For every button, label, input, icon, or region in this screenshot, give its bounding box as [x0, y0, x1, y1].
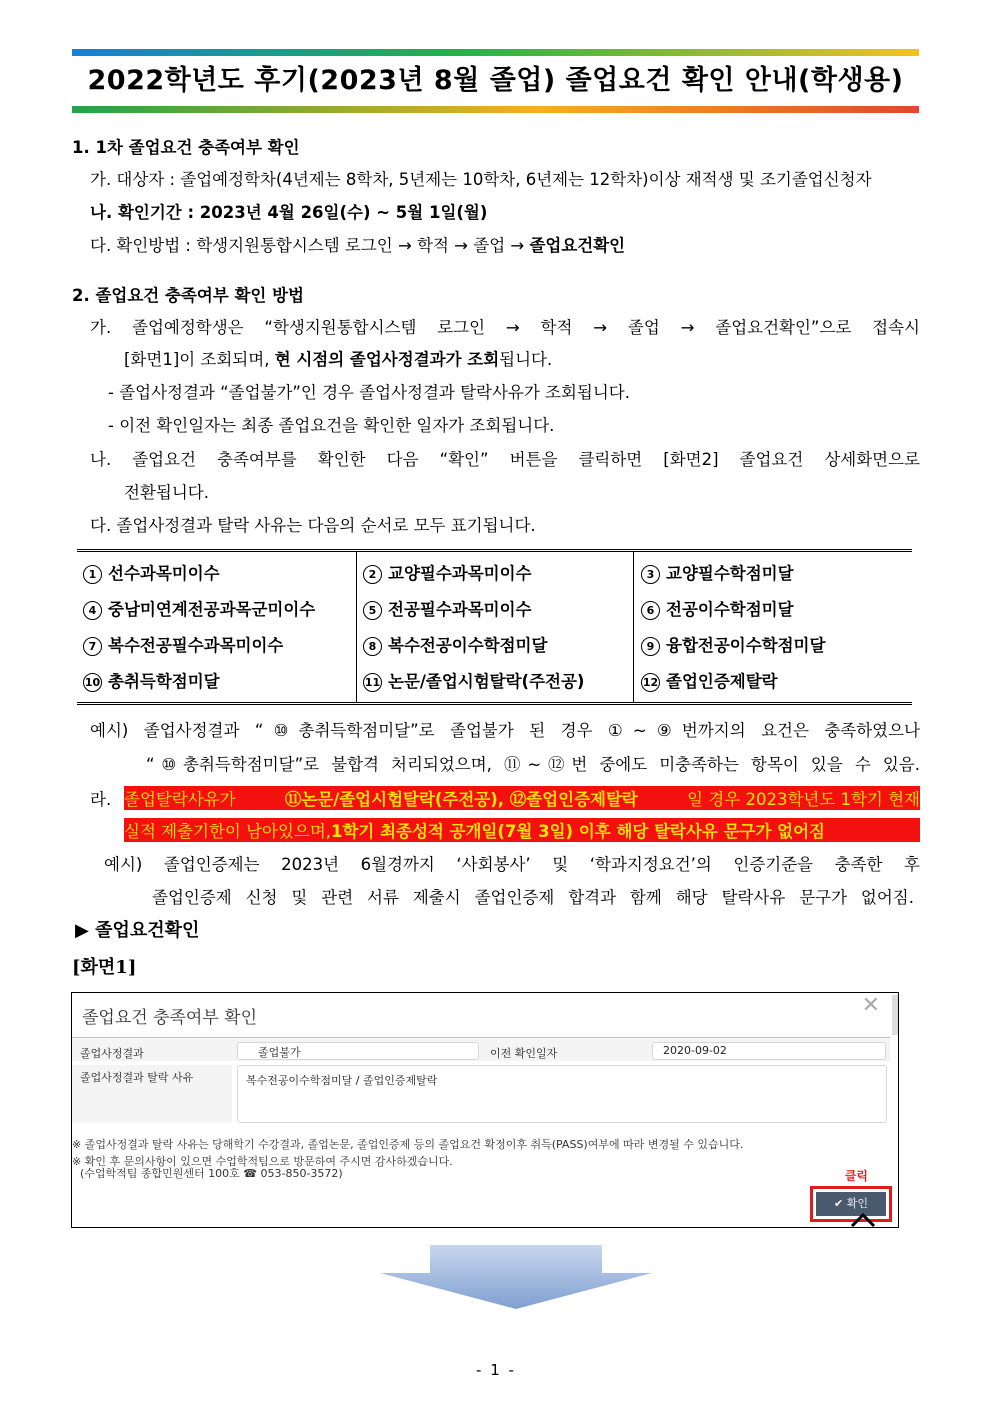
- reason-label: 졸업인증제탈락: [666, 672, 778, 691]
- dialog-note1: ※ 졸업사정결과 탈락 사유는 당해학기 수강결과, 졸업논문, 졸업인증제 등의 졸업요건 확정이후 취득(PASS)여부에 따라 변경될 수 있습니다.: [72, 1138, 744, 1151]
- reasons-table: [77, 549, 912, 705]
- reason-label: 복수전공이수학점미달: [388, 636, 548, 655]
- page-title: 2022학년도 후기(2023년 8월 졸업) 졸업요건 확인 안내(학생용): [87, 65, 904, 96]
- reason-cell: [641, 668, 778, 692]
- section2-ga-line2-text: [화면1]이 조회되며,: [124, 350, 275, 369]
- section1-method: [90, 232, 625, 256]
- example1-line2: “⑩총취득학점미달”로 불합격 처리되었으며, ⑪~⑫번 중에도 미충족하는 항목이 있을 수 있음.: [146, 755, 920, 774]
- reason-label: 전공이수학점미달: [666, 600, 794, 619]
- screen-label: [화면1]: [72, 957, 137, 978]
- down-arrow-icon: [380, 1245, 652, 1311]
- reason-number: 2: [363, 565, 382, 584]
- ra-line2: [124, 818, 920, 842]
- reason-number: 7: [83, 637, 102, 656]
- subheading: ▶ 졸업요건확인: [75, 920, 200, 941]
- reason-label: 전공필수과목미이수: [388, 600, 532, 619]
- dialog-separator: [72, 1037, 890, 1038]
- dialog-note3: (수업학적팀 종합민원센터 100호 ☎ 053-850-3572): [80, 1167, 343, 1180]
- example2-line2: 졸업인증제 신청 및 관련 서류 제출시 졸업인증제 합격과 함께 해당 탈락사유 문구가 없어짐.: [152, 888, 914, 907]
- reason-number: 10: [83, 673, 102, 692]
- reason-label: 교양필수학점미달: [666, 564, 794, 583]
- reason-label: 졸업사정결과 탈락 사유: [80, 1071, 194, 1084]
- prev-date-field: [652, 1042, 886, 1060]
- result-field: [237, 1042, 479, 1060]
- section2-dash2: - 이전 확인일자는 최종 졸업요건을 확인한 일자가 조회됩니다.: [108, 416, 555, 435]
- section2-na-line1: 나. 졸업요건 충족여부를 확인한 다음 “확인” 버튼을 클릭하면 [화면2] 졸업요건 상세화면으로: [90, 450, 920, 469]
- section1-heading: 1. 1차 졸업요건 충족여부 확인: [72, 138, 300, 157]
- reason-cell: [363, 596, 531, 620]
- reason-label: 선수과목미이수: [108, 564, 220, 583]
- screen1-dialog: [71, 992, 899, 1228]
- ra-label: 라.: [90, 790, 112, 809]
- section1-method-bold: 졸업요건확인: [529, 236, 626, 255]
- reason-number: 12: [641, 673, 660, 692]
- section2-ga-line2: [124, 346, 552, 370]
- ra-line2-text: 실적 제출기한이 남아있으며,: [124, 822, 332, 841]
- reason-number: 6: [641, 601, 660, 620]
- title-bottom-bar: [72, 106, 919, 113]
- reason-cell: [83, 560, 220, 584]
- reason-field: [237, 1065, 887, 1123]
- dialog-scrollbar[interactable]: [892, 995, 898, 1035]
- reason-number: 1: [83, 565, 102, 584]
- reason-number: 8: [363, 637, 382, 656]
- ra-line1-text: 졸업탈락사유가: [124, 790, 236, 809]
- section2-ga-line2-suffix: 됩니다.: [499, 350, 553, 369]
- ra-line1-suffix: 일 경우 2023학년도 1학기 현재: [687, 790, 920, 809]
- reason-cell: [83, 596, 315, 620]
- section2-ga-line1: 가. 졸업예정학생은 “학생지원통합시스템 로그인 → 학적 → 졸업 → 졸업요건확인”으로 접속시: [90, 318, 920, 337]
- reason-label: 중남미연계전공과목군미이수: [108, 600, 316, 619]
- title-top-bar: [72, 49, 919, 56]
- reason-number: 3: [641, 565, 660, 584]
- section2-heading: 2. 졸업요건 충족여부 확인 방법: [72, 286, 304, 305]
- reason-cell: [641, 596, 794, 620]
- section1-target: 가. 대상자 : 졸업예정학차(4년제는 8학차, 5년제는 10학차, 6년제는 12학차)이상 재적생 및 조기졸업신청자: [90, 170, 872, 189]
- reason-cell: [83, 668, 220, 692]
- reason-label: 총취득학점미달: [108, 672, 220, 691]
- dialog-title: 졸업요건 충족여부 확인: [82, 1008, 258, 1028]
- prev-date-value: 2020-09-02: [663, 1044, 727, 1057]
- click-label: 클릭: [844, 1169, 868, 1183]
- section2-na-line2: 전환됩니다.: [124, 483, 209, 502]
- reason-cell: [641, 632, 825, 656]
- section1-method-text: 다. 확인방법 : 학생지원통합시스템 로그인 → 학적 → 졸업 →: [90, 236, 530, 255]
- result-value: 졸업불가: [258, 1046, 301, 1059]
- table-divider: [633, 552, 634, 702]
- result-label: 졸업사정결과: [80, 1047, 144, 1060]
- table-divider: [356, 552, 357, 702]
- reason-cell: [641, 560, 794, 584]
- reason-cell: [83, 632, 283, 656]
- example2-line1: 예시) 졸업인증제는 2023년 6월경까지 ‘사회봉사’ 및 ‘학과지정요건’의 인증기준을 충족한 후: [104, 855, 920, 874]
- section2-dash1: - 졸업사정결과 “졸업불가”인 경우 졸업사정결과 탈락사유가 조회됩니다.: [108, 383, 630, 402]
- example1-line1: 예시) 졸업사정결과 “⑩총취득학점미달”로 졸업불가 된 경우 ①~⑨번까지의 요건은 충족하였으나: [90, 721, 920, 740]
- prev-date-label: 이전 확인일자: [490, 1047, 558, 1060]
- ra-line1: [124, 786, 920, 810]
- reason-number: 4: [83, 601, 102, 620]
- section1-period: 나. 확인기간 : 2023년 4월 26일(수) ~ 5월 1일(월): [90, 203, 488, 222]
- section2-ga-line2-bold: 현 시점의 졸업사정결과가 조회: [274, 350, 500, 369]
- dialog-note2: ※ 확인 후 문의사항이 있으면 수업학적팀으로 방문하여 주시면 감사하겠습니다.: [72, 1155, 453, 1168]
- page-number: - 1 -: [476, 1361, 516, 1379]
- reason-label: 복수전공필수과목미이수: [108, 636, 284, 655]
- close-icon[interactable]: ✕: [861, 993, 880, 1018]
- ra-line1-bold: ⑪논문/졸업시험탈락(주전공), ⑫졸업인증제탈락: [284, 790, 638, 809]
- reason-number: 11: [363, 673, 382, 692]
- reason-cell: [363, 668, 584, 692]
- reason-cell: [363, 632, 547, 656]
- section2-da: 다. 졸업사정결과 탈락 사유는 다음의 순서로 모두 표기됩니다.: [90, 516, 536, 535]
- cursor-icon: [850, 1213, 876, 1227]
- reason-label: 논문/졸업시험탈락(주전공): [388, 672, 585, 691]
- reason-cell: [363, 560, 531, 584]
- reason-value: 복수전공이수학점미달 / 졸업인증제탈락: [246, 1074, 438, 1087]
- reason-number: 9: [641, 637, 660, 656]
- reason-number: 5: [363, 601, 382, 620]
- confirm-button[interactable]: ✔ 확인: [816, 1192, 886, 1216]
- ra-line2-bold: 1학기 최종성적 공개일(7월 3일) 이후 해당 탈락사유 문구가 없어짐: [331, 822, 825, 841]
- reason-label: 융합전공이수학점미달: [666, 636, 826, 655]
- reason-label: 교양필수과목미이수: [388, 564, 532, 583]
